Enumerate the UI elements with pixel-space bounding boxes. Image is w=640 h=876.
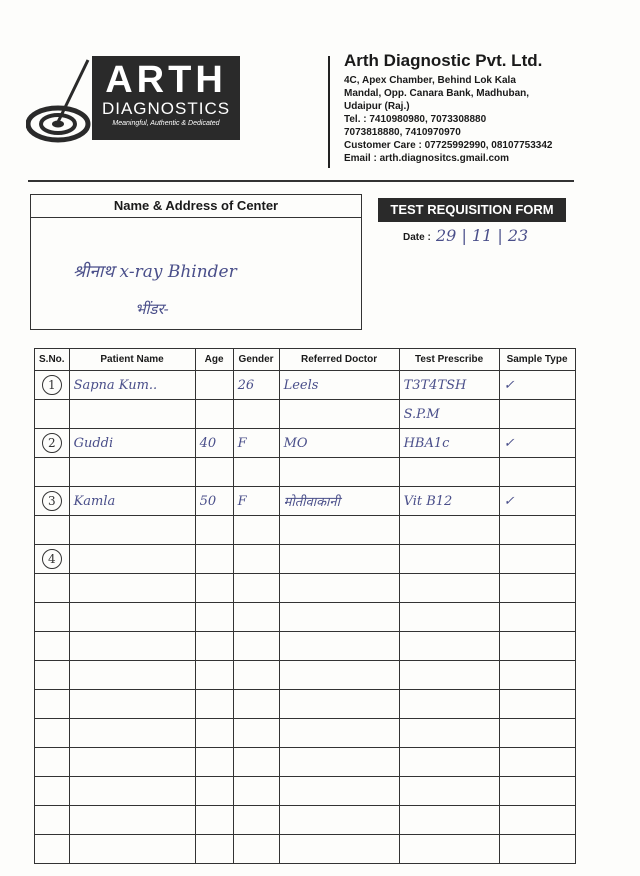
table-cell [195, 806, 233, 835]
table-row [35, 545, 576, 574]
table-cell [69, 458, 195, 487]
table-cell [195, 661, 233, 690]
logo-wordmark [92, 56, 240, 140]
table-row [35, 748, 576, 777]
company-address-line: Mandal, Opp. Canara Bank, Madhuban, [344, 88, 530, 99]
serial-cell [35, 400, 70, 429]
table-cell: Vit B12 [399, 487, 499, 516]
table-cell: Sapna Kum.. [69, 371, 195, 400]
table-cell: Leels [279, 371, 399, 400]
table-cell [69, 719, 195, 748]
table-cell: S.P.M [399, 400, 499, 429]
table-cell [69, 545, 195, 574]
table-cell [69, 574, 195, 603]
table-cell [499, 545, 575, 574]
table-cell [279, 458, 399, 487]
company-address-line: Udaipur (Raj.) [344, 101, 410, 112]
table-cell [233, 400, 279, 429]
table-cell: Kamla [69, 487, 195, 516]
table-cell [195, 835, 233, 864]
table-row [35, 661, 576, 690]
table-cell [195, 603, 233, 632]
table-cell [69, 777, 195, 806]
table-cell [233, 661, 279, 690]
table-row [35, 458, 576, 487]
form-title: TEST REQUISITION FORM [378, 198, 566, 222]
table-cell [279, 516, 399, 545]
table-cell: Guddi [69, 429, 195, 458]
table-cell [499, 603, 575, 632]
logo-brand: ARTH [105, 59, 227, 101]
serial-number: 4 [42, 549, 62, 569]
serial-cell [35, 603, 70, 632]
serial-number: 1 [42, 375, 62, 395]
table-cell [233, 632, 279, 661]
table-cell [69, 690, 195, 719]
table-cell [233, 806, 279, 835]
table-cell [279, 603, 399, 632]
serial-cell [35, 429, 70, 458]
serial-cell [35, 574, 70, 603]
serial-cell [35, 806, 70, 835]
table-cell [195, 748, 233, 777]
table-cell [233, 835, 279, 864]
table-cell [399, 458, 499, 487]
table-cell [499, 516, 575, 545]
table-row [35, 371, 576, 400]
table-cell [399, 690, 499, 719]
table-cell: F [233, 429, 279, 458]
company-email: Email : arth.diagnositcs.gmail.com [344, 153, 510, 164]
serial-cell [35, 371, 70, 400]
table-cell [233, 574, 279, 603]
table-cell [399, 545, 499, 574]
column-header: S.No. [35, 349, 70, 371]
table-cell [279, 719, 399, 748]
column-header: Gender [233, 349, 279, 371]
table-cell [69, 603, 195, 632]
table-row [35, 632, 576, 661]
table-cell [279, 661, 399, 690]
table-cell [399, 719, 499, 748]
table-cell: F [233, 487, 279, 516]
table-cell [69, 748, 195, 777]
table-cell [195, 516, 233, 545]
table-cell [499, 661, 575, 690]
table-cell [279, 400, 399, 429]
column-header: Referred Doctor [279, 349, 399, 371]
column-header: Age [195, 349, 233, 371]
table-cell: ✓ [499, 429, 575, 458]
serial-cell [35, 458, 70, 487]
serial-cell [35, 632, 70, 661]
serial-number: 2 [42, 433, 62, 453]
table-cell [195, 632, 233, 661]
table-cell [279, 690, 399, 719]
table-cell [279, 545, 399, 574]
table-cell [279, 777, 399, 806]
center-title: Name & Address of Center [31, 195, 361, 218]
table-cell [195, 719, 233, 748]
table-cell [233, 719, 279, 748]
table-cell [233, 458, 279, 487]
table-cell [69, 661, 195, 690]
header-divider [328, 56, 330, 168]
table-cell [399, 603, 499, 632]
table-row [35, 603, 576, 632]
table-cell [233, 690, 279, 719]
patient-table [34, 348, 576, 864]
header-rule [28, 180, 574, 182]
table-cell [233, 545, 279, 574]
table-cell [279, 632, 399, 661]
table-cell [499, 719, 575, 748]
table-cell [195, 458, 233, 487]
table-row [35, 429, 576, 458]
column-header: Test Prescribe [399, 349, 499, 371]
serial-cell [35, 545, 70, 574]
table-cell [233, 748, 279, 777]
table-cell [233, 777, 279, 806]
table-cell: 40 [195, 429, 233, 458]
table-cell: 50 [195, 487, 233, 516]
company-tel: Tel. : 7410980980, 7073308880 [344, 114, 487, 125]
table-cell [195, 371, 233, 400]
center-name-handwritten: श्रीनाथ x-ray Bhinder [73, 262, 237, 282]
table-cell [499, 690, 575, 719]
serial-cell [35, 719, 70, 748]
company-tel-2: 7073818880, 7410970970 [344, 127, 461, 138]
table-cell [499, 574, 575, 603]
date-value-handwritten: 29 | 11 | 23 [436, 226, 529, 245]
table-cell [499, 806, 575, 835]
table-cell [279, 806, 399, 835]
column-header: Patient Name [69, 349, 195, 371]
company-info [344, 50, 634, 165]
serial-cell [35, 748, 70, 777]
table-cell [69, 400, 195, 429]
center-place-handwritten: भींडर- [135, 300, 169, 318]
table-cell: मोतीवाकानी [279, 487, 399, 516]
table-cell: HBA1c [399, 429, 499, 458]
table-cell [279, 574, 399, 603]
table-cell [499, 748, 575, 777]
table-row [35, 400, 576, 429]
table-cell: 26 [233, 371, 279, 400]
table-row [35, 574, 576, 603]
serial-cell [35, 690, 70, 719]
company-address-line: 4C, Apex Chamber, Behind Lok Kala [344, 75, 516, 86]
logo-sub: DIAGNOSTICS [101, 99, 231, 118]
table-cell [69, 835, 195, 864]
table-cell [69, 806, 195, 835]
table-cell [499, 400, 575, 429]
table-cell [399, 632, 499, 661]
column-header: Sample Type [499, 349, 575, 371]
brand-logo [26, 56, 246, 146]
logo-tagline: Meaningful, Authentic & Dedicated [112, 120, 220, 127]
table-row [35, 719, 576, 748]
table-cell [399, 835, 499, 864]
table-cell [399, 516, 499, 545]
table-cell [399, 777, 499, 806]
table-cell [399, 748, 499, 777]
serial-cell [35, 777, 70, 806]
table-cell [195, 690, 233, 719]
table-row [35, 516, 576, 545]
company-customer-care: Customer Care : 07725992990, 08107753342 [344, 140, 553, 151]
serial-number: 3 [42, 491, 62, 511]
table-cell [499, 835, 575, 864]
table-cell [499, 777, 575, 806]
table-cell [499, 458, 575, 487]
table-cell: T3T4TSH [399, 371, 499, 400]
target-icon [26, 56, 92, 146]
table-cell [399, 806, 499, 835]
table-cell [279, 835, 399, 864]
table-cell: MO [279, 429, 399, 458]
table-row [35, 835, 576, 864]
company-name: Arth Diagnostic Pvt. Ltd. [344, 51, 543, 70]
table-cell: ✓ [499, 487, 575, 516]
table-cell [499, 632, 575, 661]
table-row [35, 806, 576, 835]
serial-cell [35, 835, 70, 864]
table-cell [399, 574, 499, 603]
table-row [35, 487, 576, 516]
table-cell [195, 400, 233, 429]
serial-cell [35, 516, 70, 545]
serial-cell [35, 487, 70, 516]
table-cell [233, 603, 279, 632]
table-cell [233, 516, 279, 545]
table-cell [195, 574, 233, 603]
center-box [30, 194, 362, 330]
table-cell: ✓ [499, 371, 575, 400]
date-label: Date : [403, 232, 431, 243]
table-cell [69, 516, 195, 545]
table-cell [195, 777, 233, 806]
serial-cell [35, 661, 70, 690]
table-cell [69, 632, 195, 661]
table-row [35, 690, 576, 719]
table-cell [399, 661, 499, 690]
table-cell [279, 748, 399, 777]
table-cell [195, 545, 233, 574]
table-row [35, 777, 576, 806]
